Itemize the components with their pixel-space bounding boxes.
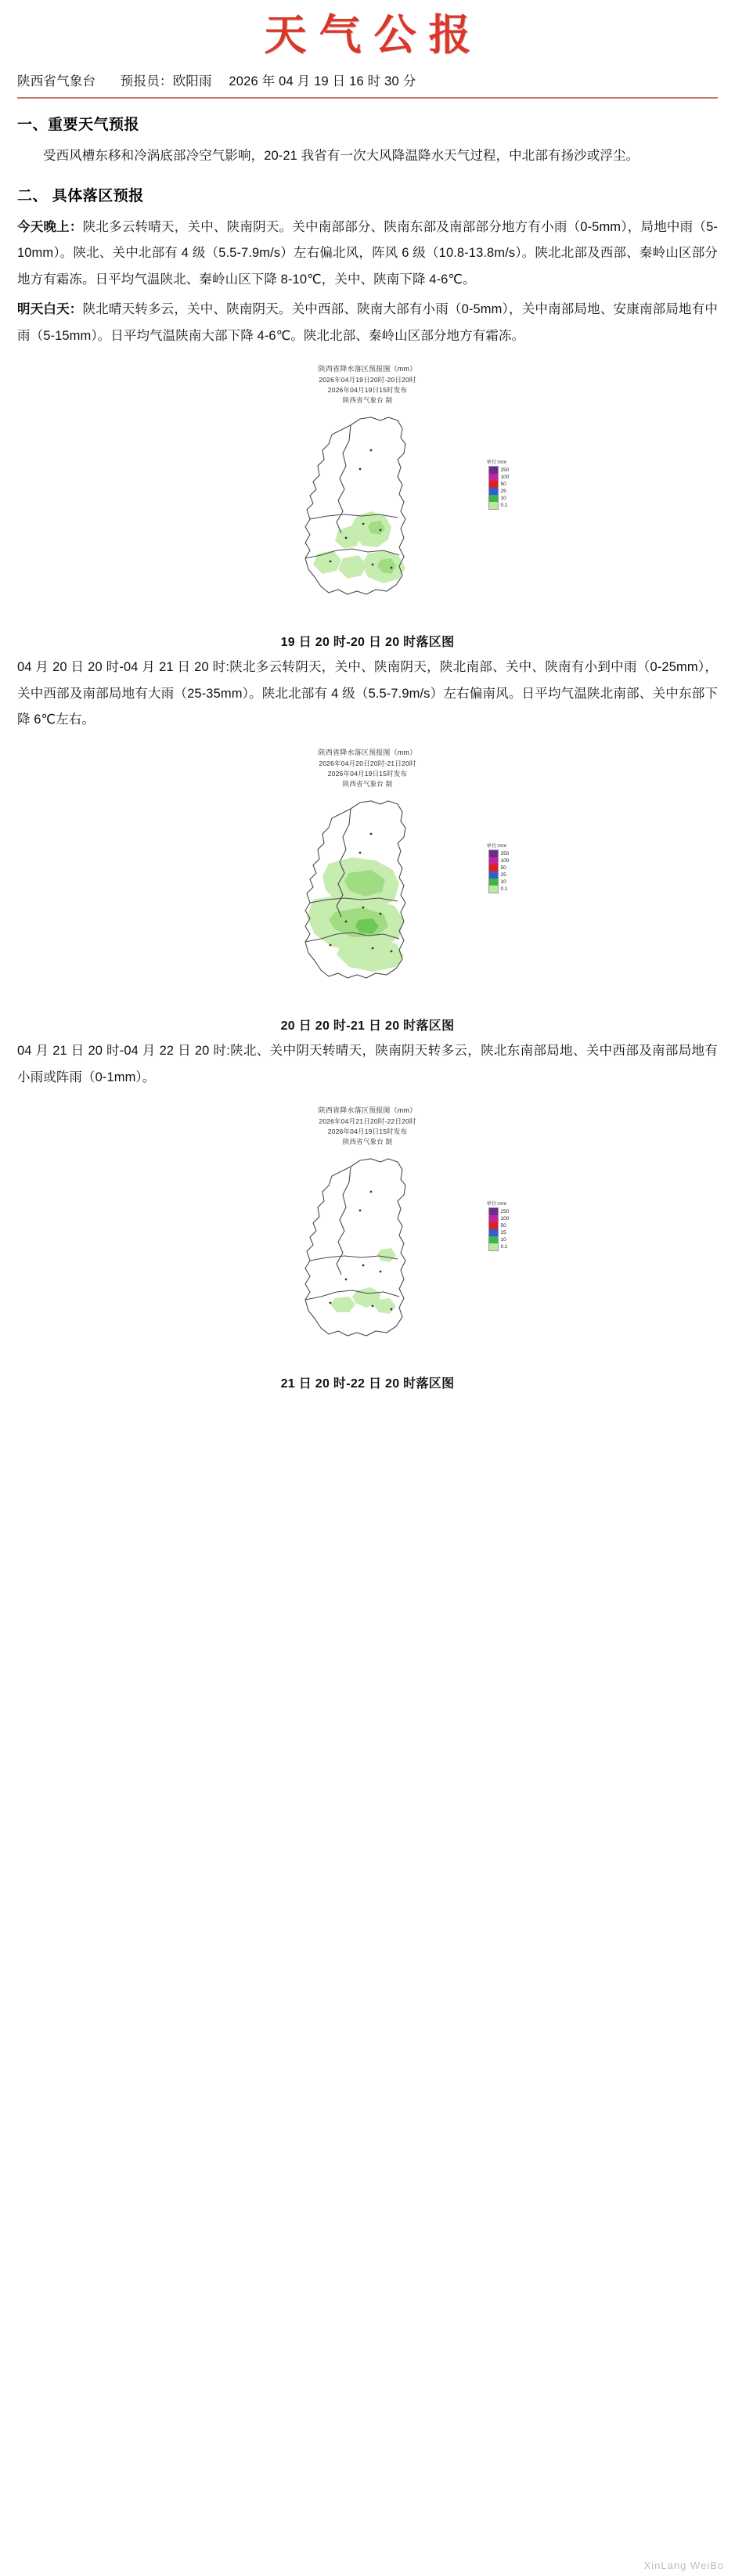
map-1-legend-labels bbox=[501, 467, 510, 509]
map-2-header-line3: 2026年04月19日15时发布 bbox=[327, 770, 408, 778]
forecast-block-2 bbox=[17, 1038, 718, 1091]
map-2-header-line2: 2026年04月20日20时-21日20时 bbox=[319, 759, 416, 768]
map-1-header-line3: 2026年04月19日15时发布 bbox=[327, 385, 408, 394]
legend-level: 100 bbox=[500, 474, 510, 480]
legend-level: 50 bbox=[500, 865, 506, 871]
section-1-heading: 一、重要天气预报 bbox=[17, 116, 140, 133]
figure-map-2 bbox=[0, 746, 735, 1034]
forecaster-name: 欧阳雨 bbox=[172, 74, 212, 89]
map-3-header-line1: 陕西省降水落区预报图（mm） bbox=[318, 1106, 417, 1114]
map-1-caption: 19 日 20 时-20 日 20 时落区图 bbox=[280, 635, 455, 649]
map-1-legend-title: 单位:mm bbox=[486, 459, 507, 465]
shaanxi-precipitation-map-1 bbox=[204, 363, 532, 629]
legend-level: 250 bbox=[500, 851, 510, 857]
legend-level: 10 bbox=[500, 879, 506, 886]
legend-level: 10 bbox=[500, 1236, 506, 1243]
legend-level: 250 bbox=[500, 467, 510, 473]
page-title: 天气公报 bbox=[264, 10, 484, 60]
map-3-header-line4: 陕西省气象台 制 bbox=[342, 1138, 393, 1146]
header-meta-line bbox=[17, 72, 718, 99]
map-3-legend-title: 单位:mm bbox=[486, 1200, 507, 1207]
map-container-3 bbox=[204, 1104, 532, 1370]
map-1-legend bbox=[487, 458, 523, 510]
map-1-rain-fill bbox=[313, 511, 405, 583]
issuer-name: 陕西省气象台 bbox=[17, 74, 96, 89]
section-2-heading: 二、 具体落区预报 bbox=[17, 187, 144, 204]
legend-level: 25 bbox=[500, 872, 506, 879]
section-detailed-forecast bbox=[17, 184, 718, 350]
legend-level: 250 bbox=[500, 1208, 510, 1214]
map-1-header-line1: 陕西省降水落区预报图（mm） bbox=[318, 364, 417, 373]
forecast-period-1-body: 陕北多云转阴天，关中、陕南阴天，陕北南部、关中、陕南有小到中雨（0-25mm），关中西部及南部局地有大雨（25-35mm）。陕北北部有 4 级（5.5-7.9m/s）左右偏南风。日平均气温陕北南部、关中东部下降 6℃左右。 bbox=[17, 659, 718, 727]
legend-level: 10 bbox=[500, 495, 506, 501]
legend-level: 25 bbox=[500, 488, 506, 494]
forecast-period-2-lead: 04 月 21 日 20 时-04 月 22 日 20 时: bbox=[17, 1044, 230, 1059]
legend-level: 0.1 bbox=[500, 502, 508, 508]
section-1-paragraph: 受西风槽东移和冷涡底部冷空气影响，20-21 我省有一次大风降温降水天气过程，中北部有扬沙或浮尘。 bbox=[43, 148, 640, 163]
shaanxi-precipitation-map-2 bbox=[204, 746, 532, 1012]
map-1-header-line4: 陕西省气象台 制 bbox=[342, 396, 393, 404]
forecast-tomorrow-day bbox=[17, 297, 718, 350]
issue-time: 2026 年 04 月 19 日 16 时 30 分 bbox=[229, 74, 416, 89]
map-2-header-line1: 陕西省降水落区预报图（mm） bbox=[318, 749, 417, 757]
forecast-period-1-lead: 04 月 20 日 20 时-04 月 21 日 20 时: bbox=[17, 659, 230, 674]
map-3-header-line3: 2026年04月19日15时发布 bbox=[327, 1127, 408, 1135]
figure-map-3 bbox=[0, 1104, 735, 1391]
map-1-header-line2: 2026年04月19日20时-20日20时 bbox=[319, 375, 416, 384]
map-2-legend-labels bbox=[501, 850, 510, 893]
legend-level: 100 bbox=[500, 858, 510, 864]
title-block bbox=[0, 0, 735, 64]
legend-level: 0.1 bbox=[500, 1243, 508, 1250]
forecast-tomorrow-lead: 明天白天： bbox=[17, 302, 83, 317]
map-2-rain-fill bbox=[307, 857, 404, 972]
map-2-legend-bar bbox=[488, 850, 510, 893]
forecast-period-2-body: 陕北、关中阴天转晴天，陕南阴天转多云，陕北东南部局地、关中西部及南部局地有小雨或阵雨（0-1mm）。 bbox=[17, 1044, 718, 1084]
legend-level: 50 bbox=[500, 481, 506, 487]
forecast-tonight-body: 陕北多云转晴天，关中、陕南阴天。关中南部部分、陕南东部及南部部分地方有小雨（0-5mm），局地中雨（5-10mm）。陕北、关中北部有 4 级（5.5-7.9m/s）左右偏北风，阵风 6 级（10.8-13.8m/s）。陕北北部及西部、秦岭山区部分地方有霜冻。日平均气温陕北、秦岭山区下降 8-10℃，关中、陕南下降 4-6℃。 bbox=[17, 219, 718, 287]
map-2-header-line4: 陕西省气象台 制 bbox=[342, 780, 393, 788]
forecast-tomorrow-body: 陕北晴天转多云，关中、陕南阴天。关中西部、陕南大部有小雨（0-5mm），关中南部局地、安康南部局地有中雨（5-15mm）。日平均气温陕南大部下降 4-6℃。陕北北部、秦岭山区部分地方有霜冻。 bbox=[17, 302, 719, 343]
map-3-legend-labels bbox=[501, 1208, 510, 1250]
figure-map-1 bbox=[0, 363, 735, 650]
forecast-period-2 bbox=[17, 1038, 718, 1091]
map-3-caption: 21 日 20 时-22 日 20 时落区图 bbox=[280, 1376, 455, 1391]
map-container-1 bbox=[204, 363, 532, 629]
watermark-text: XinLang WeiBo bbox=[643, 2560, 724, 2571]
forecaster-label: 预报员： bbox=[120, 74, 173, 89]
forecast-tonight-lead: 今天晚上： bbox=[17, 219, 83, 234]
map-2-caption: 20 日 20 时-21 日 20 时落区图 bbox=[280, 1019, 455, 1034]
map-3-legend-bar bbox=[488, 1207, 510, 1251]
legend-level: 50 bbox=[500, 1222, 506, 1228]
forecast-block-1 bbox=[17, 655, 718, 734]
legend-level: 100 bbox=[500, 1215, 510, 1221]
forecast-period-1 bbox=[17, 655, 718, 734]
map-1-legend-bar bbox=[488, 466, 510, 510]
map-2-legend-title: 单位:mm bbox=[486, 843, 507, 850]
map-container-2 bbox=[204, 746, 532, 1012]
map-2-legend bbox=[487, 842, 523, 893]
section-important-forecast bbox=[17, 113, 718, 170]
map-3-header-line2: 2026年04月21日20时-22日20时 bbox=[319, 1117, 416, 1125]
forecast-tonight bbox=[17, 215, 718, 294]
legend-level: 25 bbox=[500, 1229, 506, 1236]
shaanxi-precipitation-map-3 bbox=[204, 1104, 532, 1370]
legend-level: 0.1 bbox=[500, 886, 508, 893]
map-3-legend bbox=[487, 1200, 523, 1251]
